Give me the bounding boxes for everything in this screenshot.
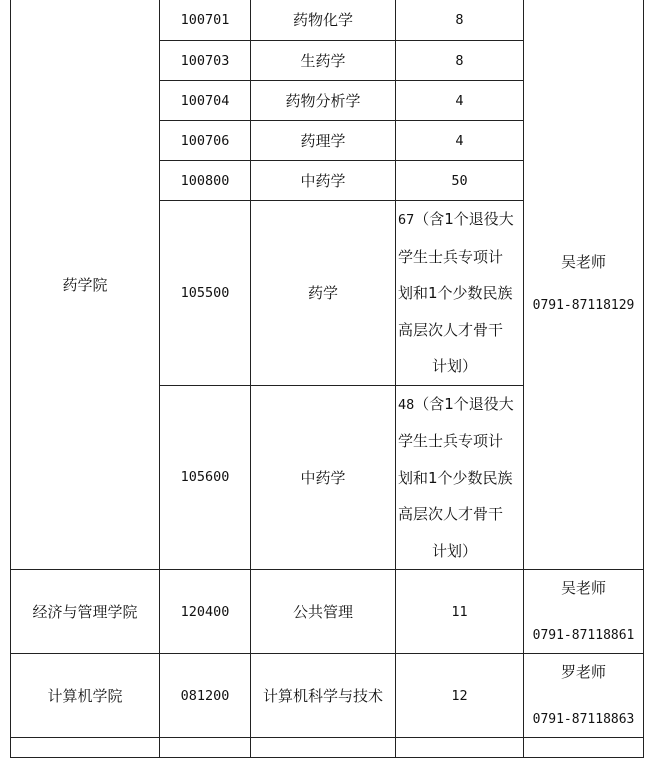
major-code: 100706 bbox=[160, 121, 251, 161]
quota-note-line: 高层次人才骨干 bbox=[398, 505, 504, 523]
quota-note-line: 划和1个少数民族 bbox=[398, 468, 513, 487]
table-row bbox=[11, 0, 644, 41]
major-name: 药物分析学 bbox=[251, 81, 396, 121]
college-cell: 药学院 bbox=[11, 0, 160, 570]
contact-phone: 0791-87118129 bbox=[532, 298, 635, 313]
major-code: 100701 bbox=[160, 0, 251, 41]
quota: 50 bbox=[396, 161, 524, 201]
college-cell: 计算机学院 bbox=[11, 654, 160, 738]
major-code: 100703 bbox=[160, 41, 251, 81]
major-name: 计算机科学与技术 bbox=[251, 654, 396, 738]
quota-note-line: 学生士兵专项计 bbox=[398, 432, 504, 450]
major-code: 100800 bbox=[160, 161, 251, 201]
quota: 8 bbox=[396, 0, 524, 41]
contact-cell bbox=[524, 654, 644, 738]
major-code: 100704 bbox=[160, 81, 251, 121]
major-code: 120400 bbox=[160, 570, 251, 654]
quota: 4 bbox=[396, 121, 524, 161]
quota: 4 bbox=[396, 81, 524, 121]
quota: 11 bbox=[396, 570, 524, 654]
major-code: 105600 bbox=[160, 385, 251, 570]
contact-name: 吴老师 bbox=[560, 253, 606, 271]
quota-note-line: （含1个退役大 bbox=[414, 210, 514, 228]
major-name: 药物化学 bbox=[251, 0, 396, 41]
contact-cell bbox=[524, 570, 644, 654]
contact-name: 罗老师 bbox=[560, 662, 606, 681]
quota-with-note bbox=[396, 385, 524, 570]
table-row bbox=[11, 654, 644, 738]
quota-with-note bbox=[396, 201, 524, 386]
major-name: 生药学 bbox=[251, 41, 396, 81]
quota-note-line: 学生士兵专项计 bbox=[398, 247, 504, 266]
empty-cell bbox=[11, 738, 160, 758]
enrollment-table bbox=[10, 0, 644, 758]
major-code: 081200 bbox=[160, 654, 251, 738]
major-name: 公共管理 bbox=[251, 570, 396, 654]
quota: 8 bbox=[396, 41, 524, 81]
empty-cell bbox=[160, 738, 251, 758]
table-row bbox=[11, 738, 644, 758]
quota-note-line: 计划） bbox=[432, 541, 478, 560]
major-name: 药理学 bbox=[251, 121, 396, 161]
major-name: 药学 bbox=[251, 201, 396, 386]
contact-name: 吴老师 bbox=[560, 578, 606, 597]
quota-note-line: 高层次人才骨干 bbox=[398, 320, 504, 339]
contact-phone: 0791-87118861 bbox=[532, 627, 635, 643]
empty-cell bbox=[251, 738, 396, 758]
quota-note-line: 划和1个少数民族 bbox=[398, 284, 513, 302]
empty-cell bbox=[524, 738, 644, 758]
quota-note-line: （含1个退役大 bbox=[414, 394, 514, 413]
quota: 12 bbox=[396, 654, 524, 738]
quota-number: 48 bbox=[398, 396, 415, 413]
major-name: 中药学 bbox=[251, 161, 396, 201]
college-cell: 经济与管理学院 bbox=[11, 570, 160, 654]
contact-cell bbox=[524, 0, 644, 570]
quota-number: 67 bbox=[398, 212, 415, 228]
major-name: 中药学 bbox=[251, 385, 396, 570]
quota-note-line: 计划） bbox=[432, 357, 478, 375]
empty-cell bbox=[396, 738, 524, 758]
major-code: 105500 bbox=[160, 201, 251, 386]
table-row bbox=[11, 570, 644, 654]
contact-phone: 0791-87118863 bbox=[532, 711, 635, 727]
